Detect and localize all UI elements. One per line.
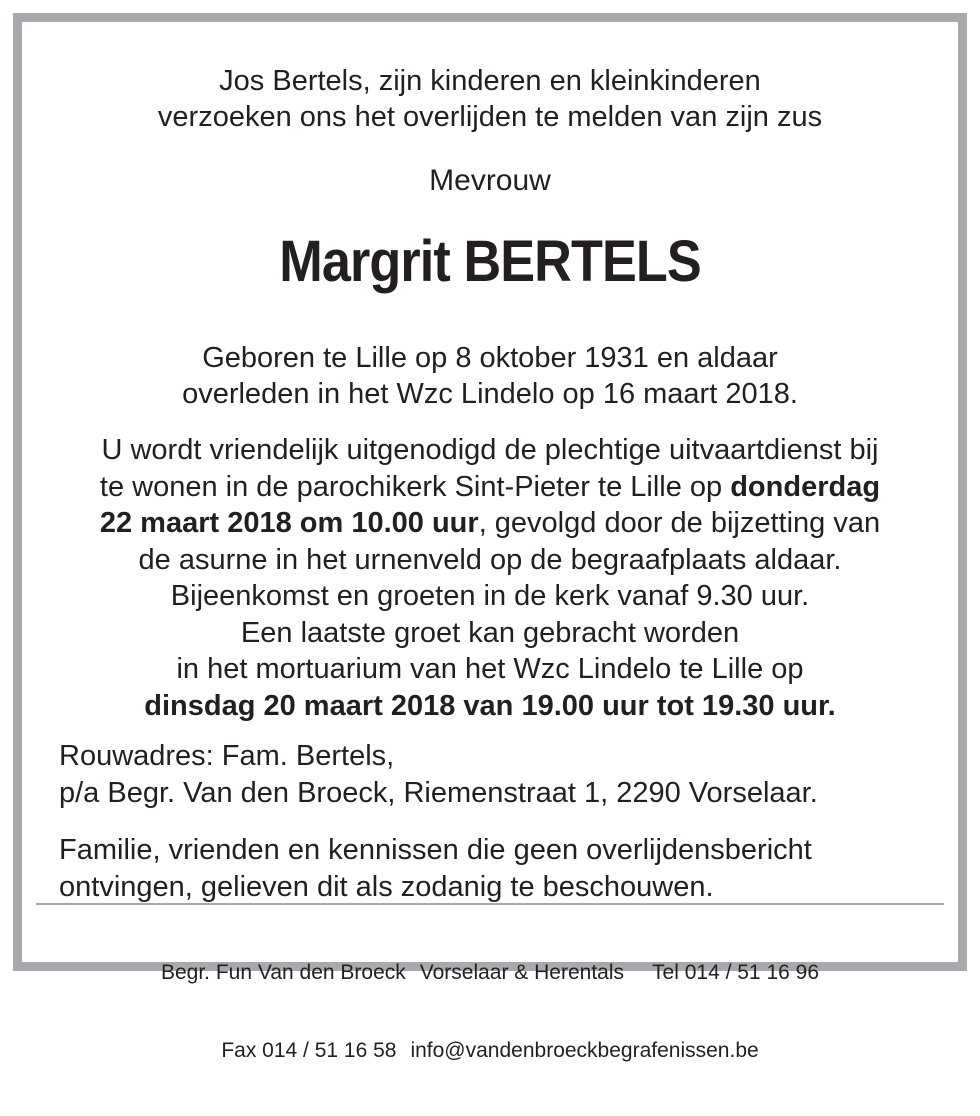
address-line-1: Rouwadres: Fam. Bertels, xyxy=(59,740,395,772)
service-line-7: in het mortuarium van het Wzc Lindelo te Lille op xyxy=(176,653,804,685)
footer-email: info@vandenbroeckbegrafenissen.be xyxy=(410,1039,759,1062)
birth-death-text xyxy=(22,340,958,412)
address-line-2: p/a Begr. Van den Broeck, Riemenstraat 1, 2290 Vorselaar. xyxy=(59,777,818,809)
footer-company: Begr. Fun Van den Broeck xyxy=(160,961,406,984)
footer-phone: Tel 014 / 51 16 96 xyxy=(652,961,819,984)
notice-line-2: ontvingen, gelieven dit als zodanig te beschouwen. xyxy=(59,871,714,903)
footer-line-2 xyxy=(22,1038,958,1064)
service-day: donderdag xyxy=(730,470,881,503)
service-line-2-text: te wonen in de parochikerk Sint-Pieter te Lille op xyxy=(99,470,731,503)
intro-line-1: Jos Bertels, zijn kinderen en kleinkinderen xyxy=(219,65,761,97)
service-line-1: U wordt vriendelijk uitgenodigd de plechtige uitvaartdienst bij xyxy=(101,434,879,466)
notice-text xyxy=(59,832,958,906)
service-date-time: 22 maart 2018 om 10.00 uur xyxy=(99,507,479,539)
service-line-3 xyxy=(22,505,958,542)
obituary-frame xyxy=(13,13,967,1062)
viewing-date-time: dinsdag 20 maart 2018 van 19.00 uur tot 19.30 uur. xyxy=(144,689,836,722)
notice-line-1: Familie, vrienden en kennissen die geen overlijdensbericht xyxy=(59,834,812,866)
service-line-8 xyxy=(22,688,958,725)
footer-divider xyxy=(36,903,944,905)
funeral-home-footer xyxy=(22,908,958,1116)
honorific-title: Mevrouw xyxy=(429,164,551,197)
funeral-service-text xyxy=(22,432,958,724)
born-line-2: overleden in het Wzc Lindelo op 16 maart 2018. xyxy=(182,378,798,410)
service-line-3-text: , gevolgd door de bijzetting van xyxy=(478,507,881,539)
mourning-address xyxy=(59,738,958,812)
footer-line-1 xyxy=(22,960,958,986)
intro-text xyxy=(22,63,958,135)
service-line-6: Een laatste groet kan gebracht worden xyxy=(240,616,740,649)
footer-locations: Vorselaar & Herentals xyxy=(419,961,625,984)
deceased-name: Margrit BERTELS xyxy=(279,229,701,294)
service-line-2 xyxy=(22,469,958,506)
service-line-4: de asurne in het urnenveld op de begraafplaats aldaar. xyxy=(138,543,842,576)
service-line-5: Bijeenkomst en groeten in de kerk vanaf 9.30 uur. xyxy=(170,580,810,612)
intro-line-2: verzoeken ons het overlijden te melden van zijn zus xyxy=(157,101,823,133)
born-line-1: Geboren te Lille op 8 oktober 1931 en aldaar xyxy=(202,342,778,374)
footer-fax: Fax 014 / 51 16 58 xyxy=(221,1039,397,1062)
